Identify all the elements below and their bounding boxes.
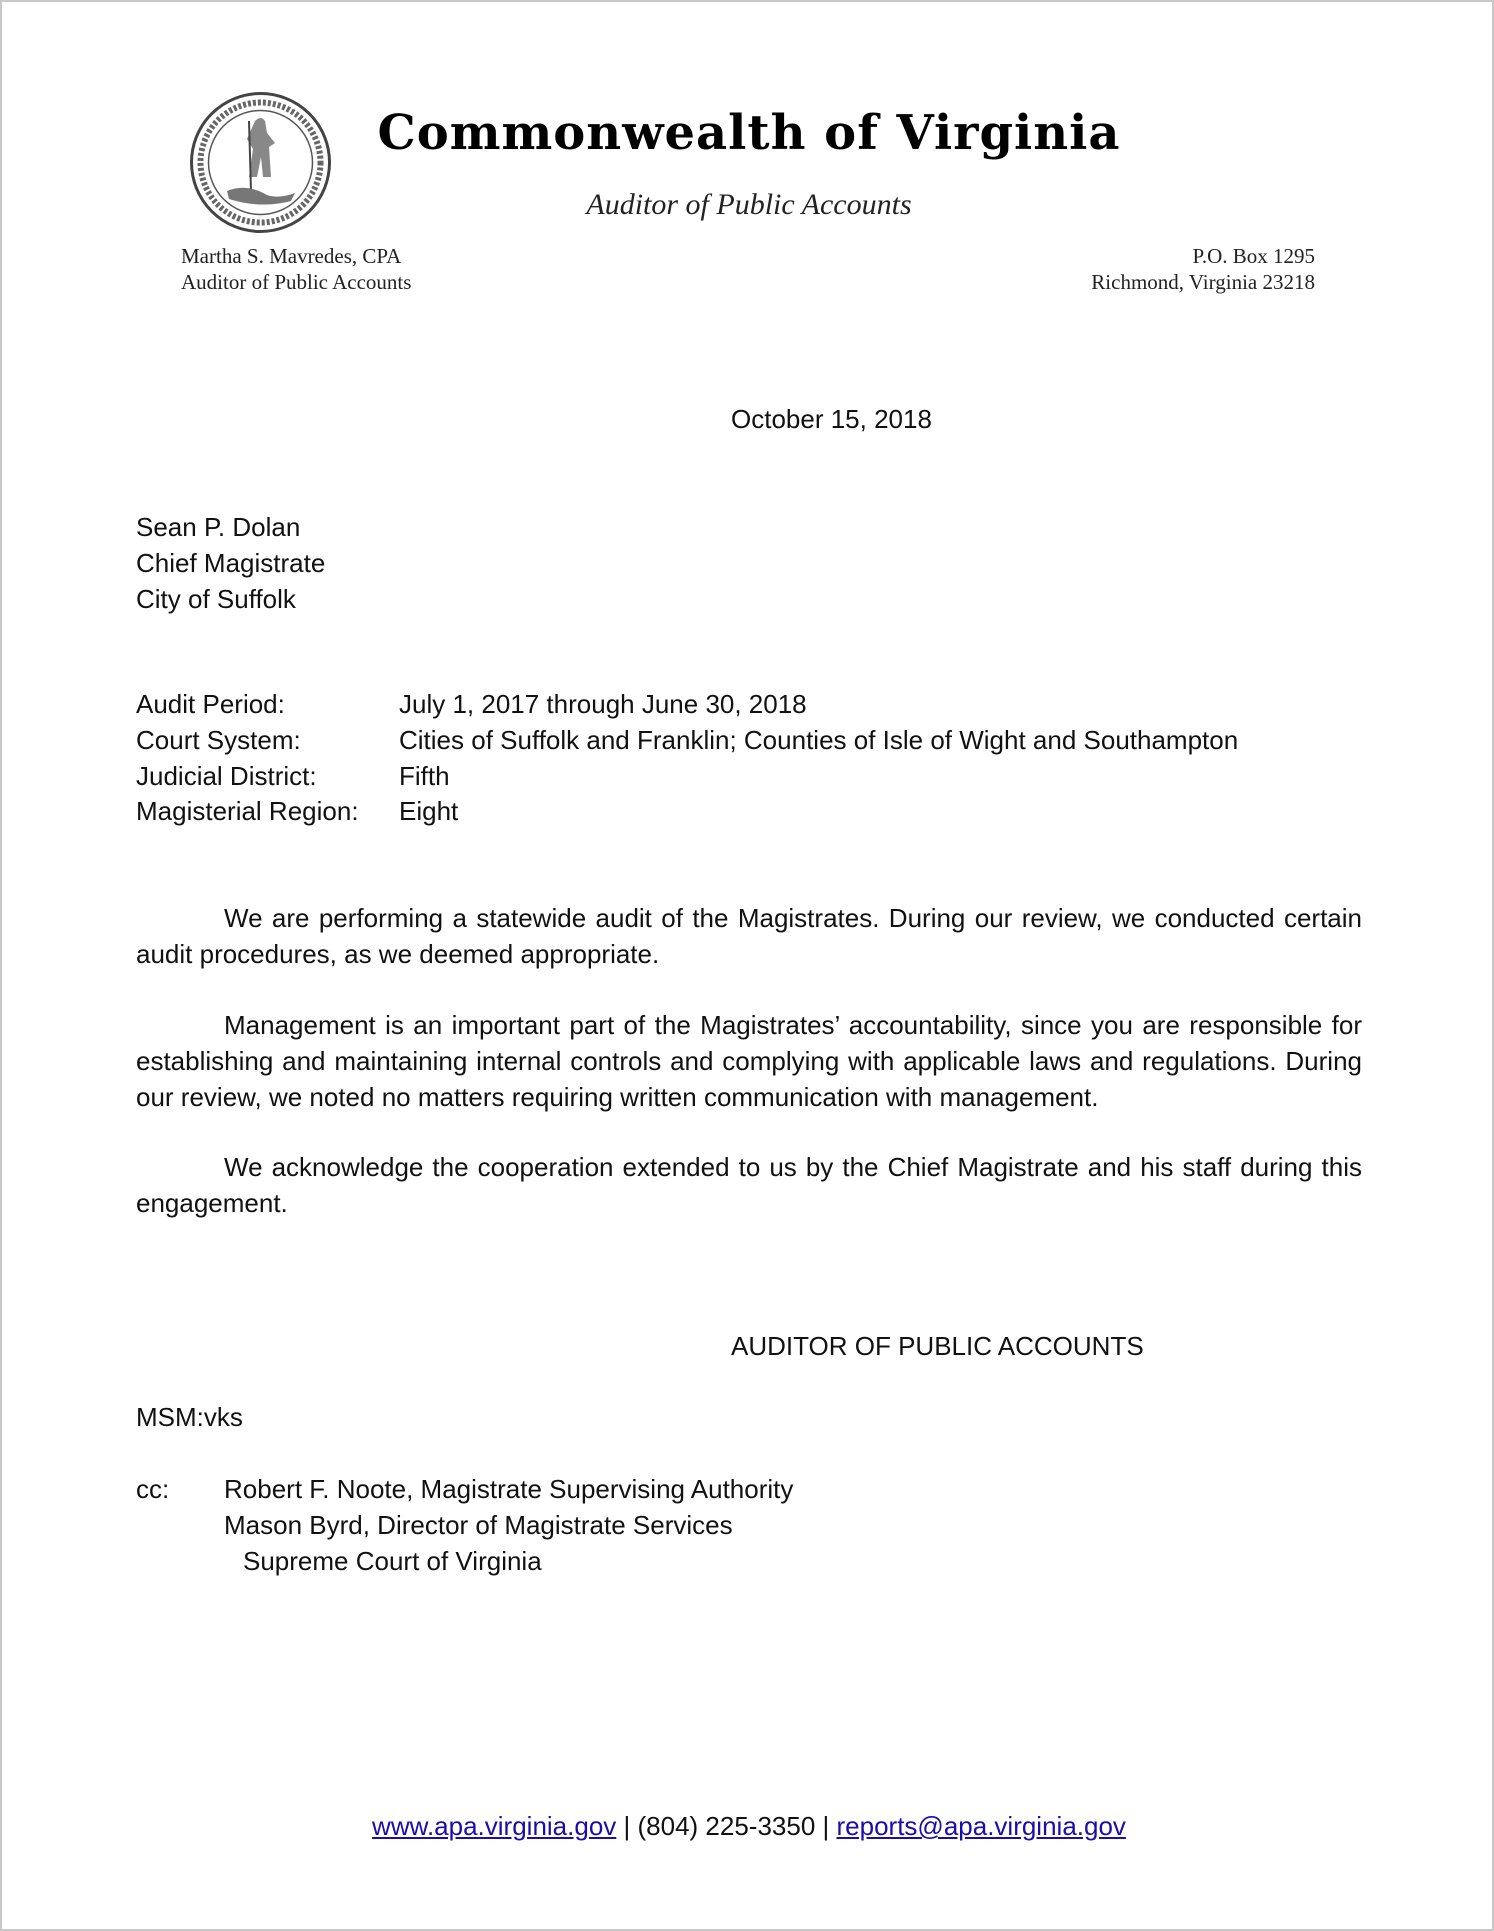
letter-date: October 15, 2018	[731, 404, 932, 434]
cc-label: cc:	[136, 1474, 170, 1504]
paragraph-3	[136, 1149, 1362, 1221]
addressee-org: City of Suffolk	[136, 584, 296, 614]
addressee-block	[136, 509, 325, 617]
addressee-title: Chief Magistrate	[136, 548, 326, 578]
letterhead-subtitle: Auditor of Public Accounts	[586, 188, 912, 221]
detail-value: Fifth	[399, 761, 450, 791]
paragraph-text: We acknowledge the cooperation extended to us by the Chief Magistrate and his staff during this engagement.	[136, 1152, 1362, 1218]
signature-line: AUDITOR OF PUBLIC ACCOUNTS	[731, 1331, 1144, 1361]
paragraph-1	[136, 900, 1362, 972]
detail-row-judicial-district	[136, 758, 450, 794]
auditor-address	[181, 243, 411, 295]
footer-separator: |	[616, 1811, 638, 1841]
detail-value: Cities of Suffolk and Franklin; Counties of Isle of Wight and Southampton	[399, 725, 1239, 755]
initials: MSM:vks	[136, 1402, 243, 1432]
paragraph-text: Management is an important part of the Magistrates’ accountability, since you are responsible for establishing and maintaining internal controls and complying with applicable laws and regulations. During our review, we noted no matters requiring written communication with management.	[136, 1010, 1362, 1112]
footer	[2, 1808, 1494, 1844]
detail-row-magisterial-region	[136, 793, 458, 829]
cc-recipient-3: Supreme Court of Virginia	[243, 1546, 542, 1576]
cc-recipient-2: Mason Byrd, Director of Magistrate Services	[224, 1510, 733, 1540]
detail-label: Magisterial Region:	[136, 796, 359, 826]
email-link[interactable]: reports@apa.virginia.gov	[836, 1811, 1126, 1841]
po-box: P.O. Box 1295	[1192, 244, 1315, 268]
letterhead-title: Commonwealth of Virginia	[377, 105, 1121, 161]
detail-label: Court System:	[136, 725, 301, 755]
detail-label: Audit Period:	[136, 689, 285, 719]
detail-value: Eight	[399, 796, 459, 826]
addressee-name: Sean P. Dolan	[136, 512, 301, 542]
footer-separator: |	[815, 1811, 837, 1841]
website-link[interactable]: www.apa.virginia.gov	[372, 1811, 617, 1841]
paragraph-text: We are performing a statewide audit of the Magistrates. During our review, we conducted certain audit procedures, as we deemed appropriate.	[136, 903, 1362, 969]
city-state-zip: Richmond, Virginia 23218	[1091, 270, 1315, 294]
detail-row-court-system	[136, 722, 1238, 758]
paragraph-2	[136, 1007, 1362, 1115]
cc-recipient-1: Robert F. Noote, Magistrate Supervising Authority	[224, 1474, 794, 1504]
auditor-name: Martha S. Mavredes, CPA	[181, 244, 402, 268]
auditor-title: Auditor of Public Accounts	[181, 270, 412, 294]
phone-number: (804) 225-3350	[637, 1811, 816, 1841]
office-address	[1091, 243, 1315, 295]
detail-label: Judicial District:	[136, 761, 317, 791]
detail-value: July 1, 2017 through June 30, 2018	[399, 689, 807, 719]
detail-row-audit-period	[136, 686, 807, 722]
